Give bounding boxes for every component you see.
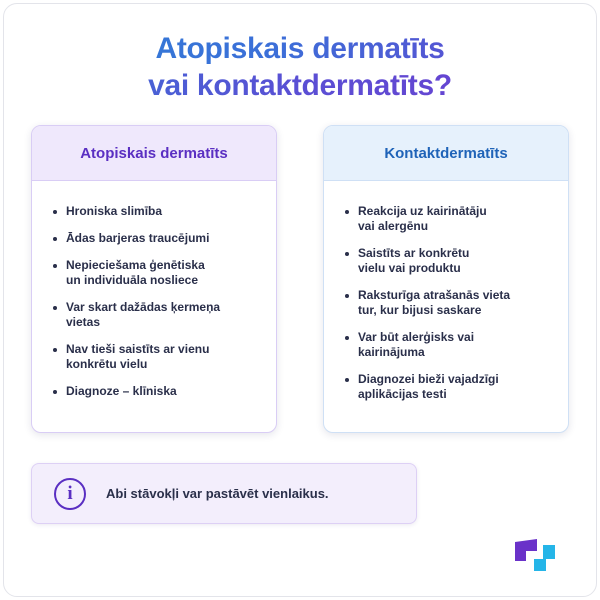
contact-dermatitis-heading: Kontaktdermatīts — [324, 126, 568, 181]
list-item: Reakcija uz kairinātāju vai alergēnu — [344, 204, 550, 234]
info-icon — [54, 478, 86, 510]
info-glyph: i — [67, 483, 73, 504]
title-line-1: Atopiskais dermatīts — [0, 30, 600, 67]
list-item: Raksturīga atrašanās vieta tur, kur bijusi saskare — [344, 288, 550, 318]
atopic-dermatitis-heading: Atopiskais dermatīts — [32, 126, 276, 181]
list-item: Ādas barjeras traucējumi — [52, 231, 258, 246]
atopic-dermatitis-list — [32, 181, 276, 399]
list-item: Diagnoze – klīniska — [52, 384, 258, 399]
logo-cyan-shape — [534, 545, 555, 571]
info-callout — [31, 463, 417, 524]
list-item: Var skart dažādas ķermeņa vietas — [52, 300, 258, 330]
list-item: Hroniska slimība — [52, 204, 258, 219]
list-item: Var būt alerģisks vai kairinājuma — [344, 330, 550, 360]
brand-logo-icon — [513, 539, 557, 573]
contact-dermatitis-list — [324, 181, 568, 402]
list-item: Saistīts ar konkrētu vielu vai produktu — [344, 246, 550, 276]
info-text: Abi stāvokļi var pastāvēt vienlaikus. — [106, 486, 329, 501]
list-item: Diagnozei bieži vajadzīgi aplikācijas testi — [344, 372, 550, 402]
atopic-dermatitis-card — [31, 125, 277, 433]
page-title — [0, 30, 600, 104]
logo-purple-shape — [515, 539, 537, 561]
contact-dermatitis-card — [323, 125, 569, 433]
list-item: Nav tieši saistīts ar vienu konkrētu vielu — [52, 342, 258, 372]
title-line-2: vai kontaktdermatīts? — [0, 67, 600, 104]
list-item: Nepieciešama ģenētiska un individuāla nosliece — [52, 258, 258, 288]
